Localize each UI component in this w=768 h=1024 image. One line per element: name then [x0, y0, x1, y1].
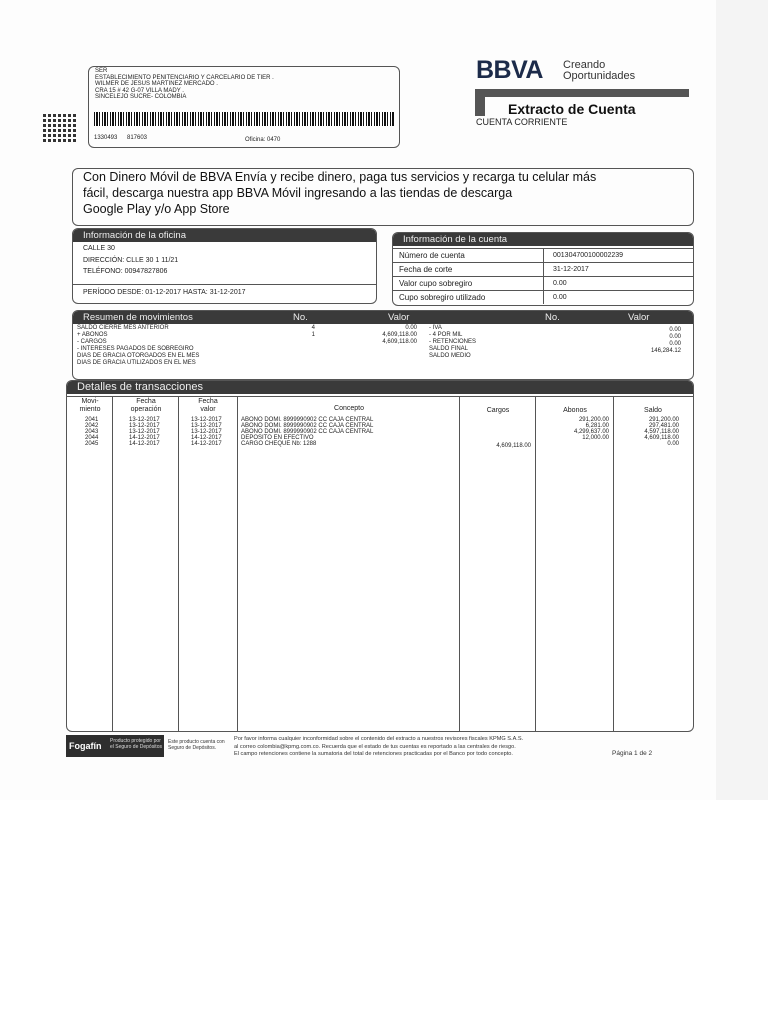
title-bar-vertical — [475, 97, 485, 116]
table-row — [67, 441, 693, 447]
office-street: CALLE 30 — [83, 245, 115, 252]
office-info-box — [72, 228, 377, 304]
summary-label: - IVA — [429, 325, 442, 331]
summary-col-no: No. — [293, 312, 308, 323]
deposit-insurance-text: Este producto cuenta con Seguro de Depósitos. — [168, 739, 225, 751]
scan-edge — [716, 0, 768, 800]
cell-saldo: 297,481.00 — [648, 423, 679, 429]
summary-label: SALDO FINAL — [429, 346, 469, 352]
summary-value: 4,609,118.00 — [382, 332, 417, 338]
tagline-line-1: Creando — [563, 59, 606, 71]
address-line: WILMER DE JESUS MARTINEZ MERCADO . — [95, 81, 218, 87]
account-info-box — [392, 232, 694, 306]
document-title: Extracto de Cuenta — [508, 101, 636, 117]
col-movimiento — [69, 398, 111, 414]
header-divider — [67, 396, 693, 397]
statement-period: PERÍODO DESDE: 01-12-2017 HASTA: 31-12-2017 — [83, 289, 246, 296]
cell-cargo: 4,609,118.00 — [496, 443, 531, 449]
col-label: miento — [79, 406, 101, 413]
cell-fecha-valor: 14-12-2017 — [191, 435, 222, 441]
summary-value: 146,284.12 — [650, 348, 681, 354]
account-info-header: Información de la cuenta — [393, 233, 693, 246]
transactions-box — [66, 380, 694, 732]
summary-label: DIAS DE GRACIA UTILIZADOS EN EL MES — [77, 360, 196, 366]
transactions-header: Detalles de transacciones — [67, 381, 693, 394]
col-label: Movi- — [81, 398, 99, 405]
cell-fecha-valor: 14-12-2017 — [191, 441, 222, 447]
cell-abono: 291,200.00 — [578, 417, 609, 423]
fogafin-text: Producto protegido por el Seguro de Depósitos — [110, 738, 162, 750]
tagline-line-2: Oportunidades — [563, 70, 636, 82]
col-label: Fecha — [136, 398, 156, 405]
account-row-value: 0.00 — [553, 294, 567, 301]
summary-value: 0.00 — [405, 325, 417, 331]
cell-concepto: DEPOSITO EN EFECTIVO — [241, 435, 314, 441]
office-phone: TELÉFONO: 00947827806 — [83, 268, 168, 275]
col-cargos: Cargos — [486, 407, 510, 414]
summary-label: + ABONOS — [77, 332, 108, 338]
document-subtitle: CUENTA CORRIENTE — [476, 117, 568, 127]
summary-left — [77, 325, 199, 367]
cell-fecha-valor: 13-12-2017 — [191, 423, 222, 429]
barcode — [94, 112, 394, 126]
summary-col-valor-2: Valor — [628, 312, 650, 323]
address-line: SINCELEJO SUCRE- COLOMBIA — [95, 94, 187, 100]
divider — [73, 284, 376, 285]
cell-mov: 2044 — [85, 435, 99, 441]
account-row-value: 001304700100002239 — [553, 252, 624, 259]
summary-label: - RETENCIONES — [429, 339, 477, 345]
cell-concepto: ABONO DOMI. 8999990902 CC CAJA CENTRAL — [241, 423, 374, 429]
office-code: Oficina: 0470 — [245, 137, 281, 143]
address-line: SER — [95, 68, 108, 74]
col-saldo: Saldo — [644, 407, 662, 414]
summary-label: SALDO MEDIO — [429, 353, 471, 359]
summary-right-values — [633, 327, 681, 355]
cell-concepto: ABONO DOMI. 8999990902 CC CAJA CENTRAL — [241, 417, 374, 423]
footer-note: Por favor informa cualquier inconformidad sobre el contenido del extracto a nuestros revisores fiscales KPMG S.A.S. — [234, 736, 524, 742]
office-info-header: Información de la oficina — [73, 229, 376, 242]
col-abonos: Abonos — [563, 407, 587, 414]
promo-line-3: Google Play y/o App Store — [83, 202, 230, 216]
summary-value: 4,609,118.00 — [382, 339, 417, 345]
account-row-value: 0.00 — [553, 280, 567, 287]
summary-right — [429, 325, 476, 360]
col-label: Fecha — [198, 398, 218, 405]
account-row-value: 31-12-2017 — [553, 266, 589, 273]
cell-saldo: 291,200.00 — [648, 417, 679, 423]
col-concepto: Concepto — [334, 405, 364, 412]
address-lines — [95, 68, 274, 101]
address-box — [88, 66, 400, 148]
account-row — [393, 262, 693, 276]
footer-note: al correo colombia@kpmg.com.co. Recuerda que el estado de tus cuentas es reportado a las centrales de riesgo. — [234, 743, 516, 750]
brand-tagline — [563, 60, 635, 82]
summary-header — [73, 311, 693, 324]
cell-mov: 2042 — [85, 423, 99, 429]
cell-fecha-op: 13-12-2017 — [129, 417, 160, 423]
cell-mov: 2045 — [85, 441, 99, 447]
cell-abono: 4,299,637.00 — [573, 429, 609, 435]
summary-valor-col — [373, 325, 417, 346]
summary-title: Resumen de movimientos — [83, 312, 193, 323]
summary-value: 0.00 — [669, 334, 681, 340]
cell-concepto: ABONO DOMI. 8999990902 CC CAJA CENTRAL — [241, 429, 374, 435]
summary-col-no-2: No. — [545, 312, 560, 323]
fogafin-logo — [66, 735, 164, 757]
account-row — [393, 248, 693, 262]
cell-fecha-op: 13-12-2017 — [129, 429, 160, 435]
client-code: 1330493 — [94, 135, 118, 141]
col-fecha-valor — [180, 398, 236, 414]
col-fecha-operacion — [115, 398, 177, 414]
account-row-label: Número de cuenta — [399, 251, 465, 260]
summary-value: 0.00 — [669, 327, 681, 333]
cell-abono: 6,281.00 — [585, 423, 609, 429]
cell-fecha-op: 13-12-2017 — [129, 423, 160, 429]
fogafin-name: Fogafín — [69, 741, 102, 751]
summary-label: - CARGOS — [77, 339, 107, 345]
account-row-label: Fecha de corte — [399, 265, 453, 274]
footer-notes — [234, 736, 523, 759]
footer-note: El campo retenciones contiene la sumatoria del total de retenciones practicadas por el Banco por todo concepto. — [234, 751, 513, 757]
cell-fecha-valor: 13-12-2017 — [191, 429, 222, 435]
office-address: DIRECCIÓN: CLLE 30 1 11/21 — [83, 257, 179, 264]
cell-saldo: 4,597,118.00 — [644, 429, 679, 435]
col-label: valor — [200, 406, 216, 413]
cell-saldo: 0.00 — [667, 441, 679, 447]
summary-no: 1 — [311, 332, 315, 338]
address-line: ESTABLECIMIENTO PENITENCIARIO Y CARCELARIO DE TIER . — [95, 74, 274, 81]
summary-label: - INTERESES PAGADOS DE SOBREGIRO — [77, 346, 194, 352]
summary-value: 0.00 — [669, 341, 681, 347]
col-label: operación — [130, 406, 162, 413]
summary-col-valor: Valor — [388, 312, 410, 323]
promo-box — [72, 168, 694, 226]
page-number: Página 1 de 2 — [612, 750, 653, 757]
cell-abono: 12,000.00 — [582, 435, 609, 441]
summary-no-col — [305, 325, 315, 339]
account-row — [393, 290, 693, 304]
summary-no: 4 — [311, 325, 315, 331]
cell-saldo: 4,609,118.00 — [644, 435, 679, 441]
title-bar — [475, 89, 689, 97]
movements-summary-box — [72, 310, 694, 380]
cell-fecha-op: 14-12-2017 — [129, 435, 160, 441]
summary-label: DIAS DE GRACIA OTORGADOS EN EL MES — [77, 353, 200, 359]
client-code-2: 817603 — [127, 135, 148, 141]
account-row-label: Valor cupo sobregiro — [399, 279, 473, 288]
promo-line-1: Con Dinero Móvil de BBVA Envía y recibe dinero, paga tus servicios y recarga tu celular más — [83, 170, 597, 184]
cell-mov: 2041 — [85, 417, 99, 423]
cell-fecha-valor: 13-12-2017 — [191, 417, 222, 423]
qr-code — [43, 112, 77, 142]
promo-line-2: fácil, descarga nuestra app BBVA Móvil ingresando a las tiendas de descarga — [83, 186, 513, 200]
bbva-logo: BBVA — [476, 56, 543, 84]
cell-mov: 2043 — [85, 429, 99, 435]
cell-concepto: CARGO CHEQUE Nb: 1288 — [241, 441, 317, 447]
transactions-rows — [67, 417, 693, 447]
cell-fecha-op: 14-12-2017 — [129, 441, 160, 447]
account-row-label: Cupo sobregiro utilizado — [399, 293, 486, 302]
summary-label: SALDO CIERRE MES ANTERIOR — [77, 325, 169, 331]
account-row — [393, 276, 693, 290]
address-line: CRA 15 # 42 G-07 VILLA MADY . — [95, 87, 184, 94]
summary-label: - 4 POR MIL — [429, 332, 463, 338]
